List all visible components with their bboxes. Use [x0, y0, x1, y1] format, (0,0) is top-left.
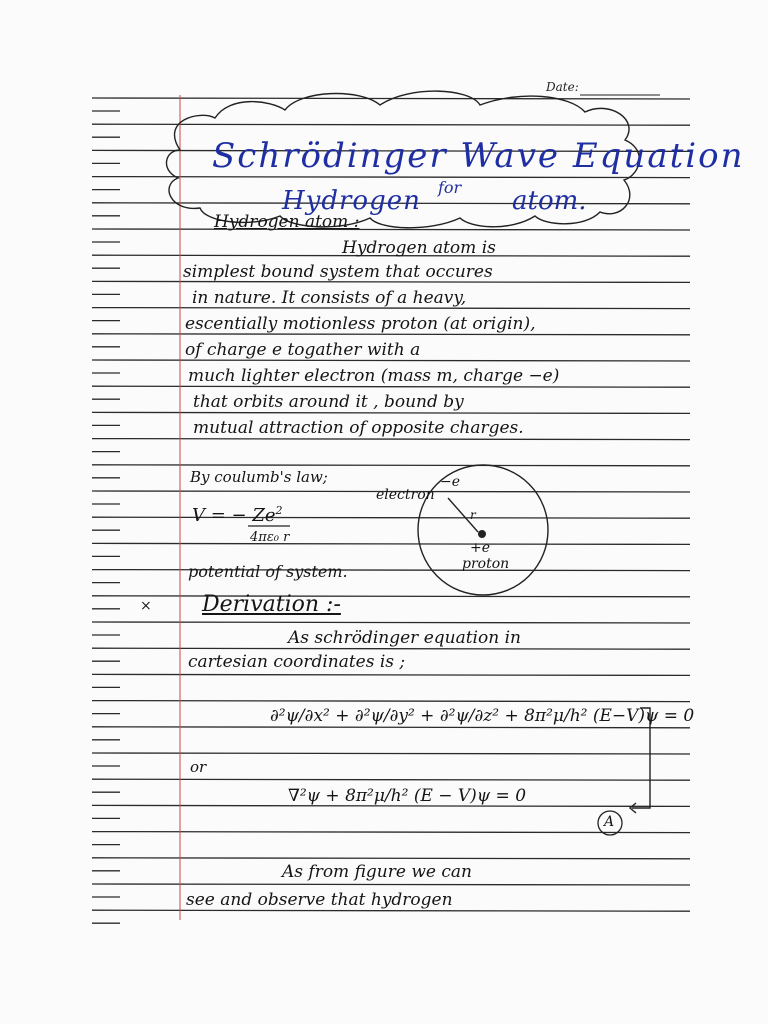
text-line-5: of charge e togather with a — [185, 340, 421, 360]
text-line-2: simplest bound system that occures — [183, 262, 493, 282]
proton-symbol: +e — [470, 540, 491, 556]
ruled-line — [92, 858, 690, 859]
ruled-line — [92, 910, 690, 911]
ruled-line — [92, 229, 690, 230]
ruled-line — [92, 753, 690, 754]
title-atom: atom. — [512, 186, 587, 216]
ruled-line — [92, 570, 690, 571]
ruled-line — [92, 124, 690, 125]
electron-label: electron — [376, 487, 435, 503]
ruled-line — [92, 177, 690, 178]
ruled-line — [92, 465, 690, 466]
ruled-line — [92, 779, 690, 780]
proton-label: proton — [462, 556, 510, 572]
text-line-3: in nature. It consists of a heavy, — [192, 288, 467, 308]
text-line-4: escentially motionless proton (at origin), — [185, 314, 536, 334]
date-label: Date: — [546, 80, 579, 94]
potential-exponent: 2 — [275, 504, 283, 517]
title-for: for — [438, 178, 462, 197]
schrodinger-equation-1: ∂²ψ/∂x² + ∂²ψ/∂y² + ∂²ψ/∂z² + 8π²μ/h² (E−V)ψ = 0 — [270, 706, 695, 726]
derivation-line1: As schrödinger equation in — [288, 628, 521, 648]
text-line-1: Hydrogen atom is — [342, 238, 496, 258]
ruled-line — [92, 412, 690, 413]
potential-lhs: V = − Ze — [192, 505, 276, 526]
potential-denominator: 4πε₀ r — [250, 530, 290, 545]
ruled-line — [92, 622, 690, 623]
orbit-circle — [418, 465, 548, 595]
ruled-line — [92, 884, 690, 885]
title-hydrogen: Hydrogen — [282, 186, 421, 216]
section-heading-hydrogen-atom: Hydrogen atom : — [214, 212, 360, 232]
derivation-line3: As from figure we can — [282, 862, 472, 882]
ruled-line — [92, 439, 690, 440]
schrodinger-equation-2: ∇²ψ + 8π²μ/h² (E − V)ψ = 0 — [288, 786, 527, 806]
ruled-line — [92, 832, 690, 833]
derivation-heading: Derivation :- — [202, 592, 341, 617]
potential-numerator — [192, 504, 283, 526]
or-label: or — [190, 758, 207, 776]
equation-tag: A — [604, 814, 615, 830]
ruled-line — [92, 360, 690, 361]
proton-dot — [478, 530, 486, 538]
bullet-mark: × — [140, 598, 152, 614]
ruled-line — [92, 674, 690, 675]
text-line-8: mutual attraction of opposite charges. — [193, 418, 524, 438]
ruled-line — [92, 543, 690, 544]
radius-label: r — [470, 508, 476, 522]
coulomb-intro: By coulumb's law; — [190, 468, 328, 486]
ruled-line — [92, 727, 690, 728]
electron-symbol: −e — [440, 474, 461, 490]
ruled-line — [92, 701, 690, 702]
ruled-line — [92, 386, 690, 387]
text-line-7: that orbits around it , bound by — [193, 392, 464, 412]
derivation-line2: cartesian coordinates is ; — [188, 652, 406, 672]
text-line-6: much lighter electron (mass m, charge −e) — [188, 366, 560, 386]
ruled-line — [92, 517, 690, 518]
title-line1: Schrödinger Wave Equation — [212, 136, 745, 176]
derivation-line4: see and observe that hydrogen — [186, 890, 453, 910]
ruled-line — [92, 596, 690, 597]
potential-caption: potential of system. — [188, 562, 348, 581]
ruled-line — [92, 648, 690, 649]
